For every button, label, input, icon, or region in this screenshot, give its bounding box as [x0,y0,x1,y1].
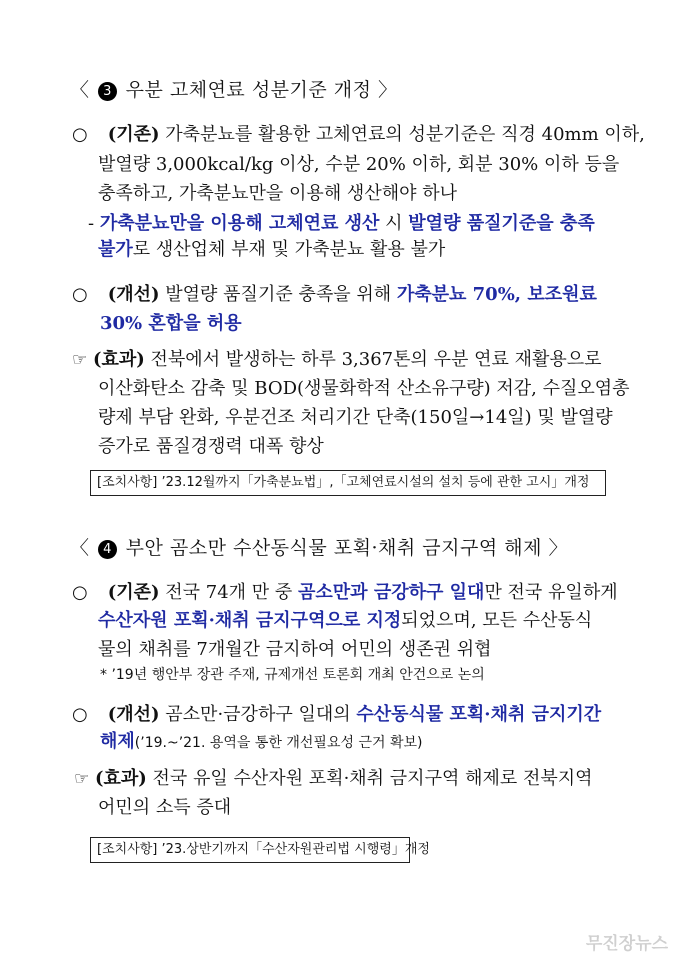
s4-before-highlight2: 수산자원 포획·채취 금지구역으로 지정 [98,610,402,631]
section4-number-badge: 4 [98,540,117,559]
s4-before-line1 [72,582,618,604]
s4-effect-line1 [74,768,593,790]
s4-before-highlight1: 곰소만과 금강하구 일대 [298,582,485,603]
pointing-hand-icon: ☞ [74,769,90,789]
s4-before-line2 [98,610,592,632]
s3-before-text1: 가축분뇨를 활용한 고체연료의 성분기준은 직경 40mm 이하, [165,124,645,145]
s3-sub-text2: 로 생산업체 부재 및 가축분뇨 활용 불가 [132,239,446,260]
dash-bullet: - [88,213,95,234]
s3-before-line2: 발열량 3,000kcal/kg 이상, 수분 20% 이하, 회분 30% 이하 등을 [98,154,620,175]
s4-after-text1: 곰소만·금강하구 일대의 [165,704,357,725]
s4-before-text1: 전국 74개 만 중 [165,582,299,603]
s4-before-line3: 물의 채취를 7개월간 금지하여 어민의 생존권 위협 [98,639,492,660]
s4-action-box: [조치사항] ’23.상반기까지「수산자원관리법 시행령」개정 [90,837,410,863]
s3-effect-label: (효과) [92,349,145,370]
s3-before-label: (기존) [107,124,160,145]
s3-before-line1 [72,124,645,146]
s3-sub-line1 [88,213,595,235]
circle-bullet: ○ [72,284,88,305]
s3-after-highlight2: 30% 혼합을 허용 [100,313,242,334]
s3-after-label: (개선) [107,284,160,305]
s3-effect-line2: 이산화탄소 감축 및 BOD(생물화학적 산소유구량) 저감, 수질오염총 [98,378,630,399]
s4-after-line2 [100,731,422,754]
s4-after-line1 [72,704,601,726]
s4-after-label: (개선) [107,704,160,725]
s4-after-text2: (’19.~’21. 용역을 통한 개선필요성 근거 확보) [134,735,423,751]
s3-effect-line3: 량제 부담 완화, 우분건조 처리기간 단축(150일→14일) 및 발열량 [98,407,613,428]
section3-title: 우분 고체연료 성분기준 개정 [125,79,372,101]
s3-before-line3: 충족하고, 가축분뇨만을 이용해 생산해야 하나 [98,183,457,204]
s4-effect-label: (효과) [94,768,147,789]
section4-title: 부안 곰소만 수산동식물 포획·채취 금지구역 해제 [125,537,542,559]
circle-bullet: ○ [72,124,88,145]
section3-heading [70,79,398,101]
s3-effect-line4: 증가로 품질경쟁력 대폭 향상 [98,436,324,457]
s3-after-line1 [72,284,597,306]
watermark-logo: 무진장뉴스 [585,934,668,954]
heading-open-bracket: 〈 [70,79,90,101]
s4-after-highlight2: 해제 [100,731,135,752]
heading-open-bracket: 〈 [70,537,90,559]
s4-effect-text1: 전국 유일 수산자원 포획·채취 금지구역 해제로 전북지역 [152,768,593,789]
s4-after-highlight1: 수산동식물 포획·채취 금지기간 [356,704,602,725]
s3-after-line2 [100,313,242,335]
heading-close-bracket: 〉 [548,537,568,559]
pointing-hand-icon: ☞ [72,350,88,370]
s4-before-label: (기존) [107,582,160,603]
s4-effect-line2: 어민의 소득 증대 [98,797,232,818]
section4-heading [70,537,568,559]
s3-effect-text1: 전북에서 발생하는 하루 3,367톤의 우분 연료 재활용으로 [150,349,602,370]
s3-sub-highlight2: 발열량 품질기준을 충족 [408,213,595,234]
heading-close-bracket: 〉 [378,79,398,101]
s4-before-note: * ’19년 행안부 장관 주재, 규제개선 토론회 개최 안건으로 논의 [100,667,485,683]
section3-number-badge: 3 [98,82,117,101]
s3-sub-text1: 시 [379,213,409,234]
s3-sub-highlight3: 불가 [98,239,133,260]
s3-after-text1: 발열량 품질기준 충족을 위해 [165,284,397,305]
s3-after-highlight1: 가축분뇨 70%, 보조원료 [396,284,597,305]
s4-before-text3: 되었으며, 모든 수산동식 [401,610,593,631]
circle-bullet: ○ [72,704,88,725]
s3-sub-highlight1: 가축분뇨만을 이용해 고체연료 생산 [99,213,380,234]
circle-bullet: ○ [72,582,88,603]
s4-before-text2: 만 전국 유일하게 [484,582,618,603]
s3-sub-line2 [98,239,445,261]
s3-action-box: [조치사항] ’23.12월까지「가축분뇨법」,「고체연료시설의 설치 등에 관한 고시」개정 [90,470,606,496]
s3-effect-line1 [72,349,602,371]
